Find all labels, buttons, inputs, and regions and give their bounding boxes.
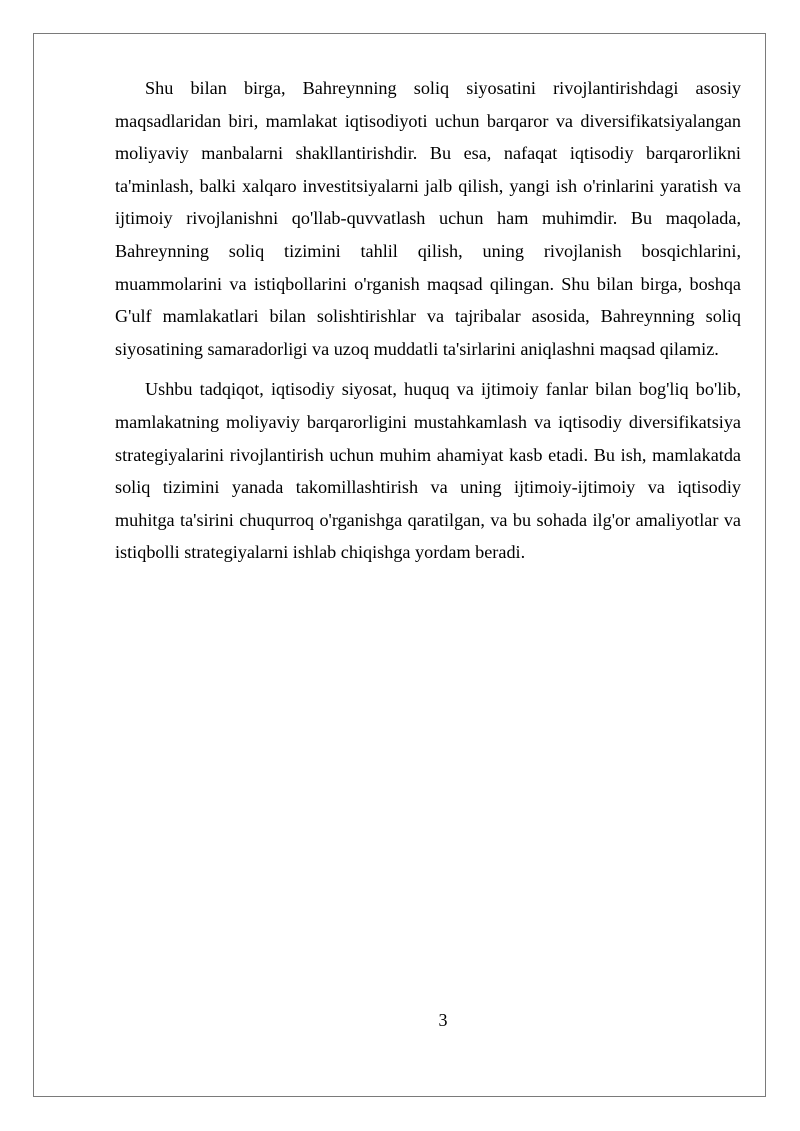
document-body [115, 72, 741, 577]
page-number: 3 [438, 1010, 448, 1030]
paragraph-2: Ushbu tadqiqot, iqtisodiy siyosat, huquq va ijtimoiy fanlar bilan bog'liq bo'lib, mamlakatning moliyaviy barqarorligini mustahkamlash va iqtisodiy diversifikatsiya strategiyalarini rivojlantirish uchun muhim ahamiyat kasb etadi. Bu ish, mamlakatda soliq tizimini yanada takomillashtirish va uning ijtimoiy-ijtimoiy va iqtisodiy muhitga ta'sirini chuqurroq o'rganishga qaratilgan, va bu sohada ilg'or amaliyotlar va istiqbolli strategiyalarni ishlab chiqishga yordam beradi. [115, 379, 741, 563]
paragraph-1: Shu bilan birga, Bahreynning soliq siyosatini rivojlantirishdagi asosiy maqsadlaridan biri, mamlakat iqtisodiyoti uchun barqaror va diversifikatsiyalangan moliyaviy manbalarni shakllantirishdir. Bu esa, nafaqat iqtisodiy barqarorlikni ta'minlash, balki xalqaro investitsiyalarni jalb qilish, yangi ish o'rinlarini yaratish va ijtimoiy rivojlanishni qo'llab-quvvatlash uchun ham muhimdir. Bu maqolada, Bahreynning soliq tizimini tahlil qilish, uning rivojlanish bosqichlarini, muammolarini va istiqbollarini o'rganish maqsad qilingan. Shu bilan birga, boshqa G'ulf mamlakatlari bilan solishtirishlar va tajribalar asosida, Bahreynning soliq siyosatining samaradorligi va uzoq muddatli ta'sirlarini aniqlashni maqsad qilamiz. [115, 78, 741, 359]
